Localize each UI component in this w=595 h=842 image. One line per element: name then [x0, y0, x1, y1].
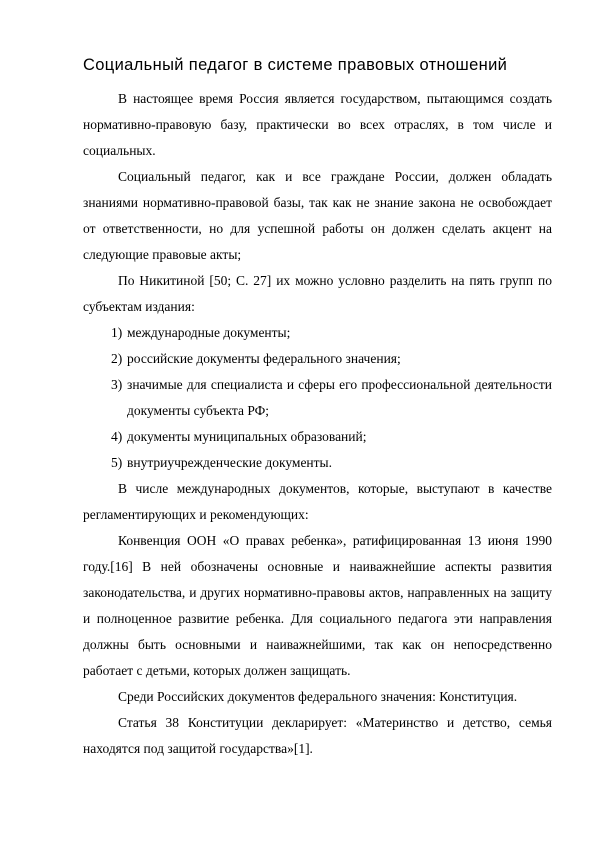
list-item	[83, 320, 552, 346]
paragraph: Социальный педагог, как и все граждане России, должен обладать знаниями нормативно-правовой базы, так как не знание закона не освобождает от ответственности, но для успешной работы он должен сделать акцент на следующие правовые акты;	[83, 169, 552, 262]
list-item-text: документы муниципальных образований;	[127, 429, 367, 444]
list-item-text: международные документы;	[127, 325, 291, 340]
list-item-number: 1)	[111, 325, 123, 340]
list-item-text: российские документы федерального значения;	[127, 351, 401, 366]
list-item-number: 2)	[111, 351, 123, 366]
list-item-number: 3)	[111, 377, 123, 392]
list-item	[83, 372, 552, 424]
list-item-number: 5)	[111, 455, 123, 470]
list-item	[83, 450, 552, 476]
paragraph: Статья 38 Конституции декларирует: «Материнство и детство, семья находятся под защитой государства»[1].	[83, 715, 552, 756]
paragraph: По Никитиной [50; С. 27] их можно условно разделить на пять групп по субъектам издания:	[83, 273, 552, 314]
document-body	[83, 86, 552, 762]
list-item	[83, 424, 552, 450]
list-item	[83, 346, 552, 372]
page-title: Социальный педагог в системе правовых отношений	[83, 56, 508, 74]
list-item-number: 4)	[111, 429, 123, 444]
numbered-list	[83, 320, 552, 476]
paragraph: В числе международных документов, которые, выступают в качестве регламентирующих и рекомендующих:	[83, 481, 552, 522]
list-item-text: значимые для специалиста и сферы его профессиональной деятельности документы субъекта РФ;	[127, 377, 552, 418]
list-item-text: внутриучрежденческие документы.	[127, 455, 333, 470]
paragraph: Среди Российских документов федерального значения: Конституция.	[118, 689, 518, 704]
paragraph: В настоящее время Россия является государством, пытающимся создать нормативно-правовую базу, практически во всех отраслях, в том числе и социальных.	[83, 91, 552, 158]
paragraph: Конвенция ООН «О правах ребенка», ратифицированная 13 июня 1990 году.[16] В ней обозначены основные и наиважнейшие аспекты развития законодательства, и других нормативно-правовы актов, направленных на защиту и полноценное развитие ребенка. Для социального педагога эти направления должны быть основными и наиважнейшими, так как он непосредственно работает с детьми, которых должен защищать.	[83, 533, 552, 678]
